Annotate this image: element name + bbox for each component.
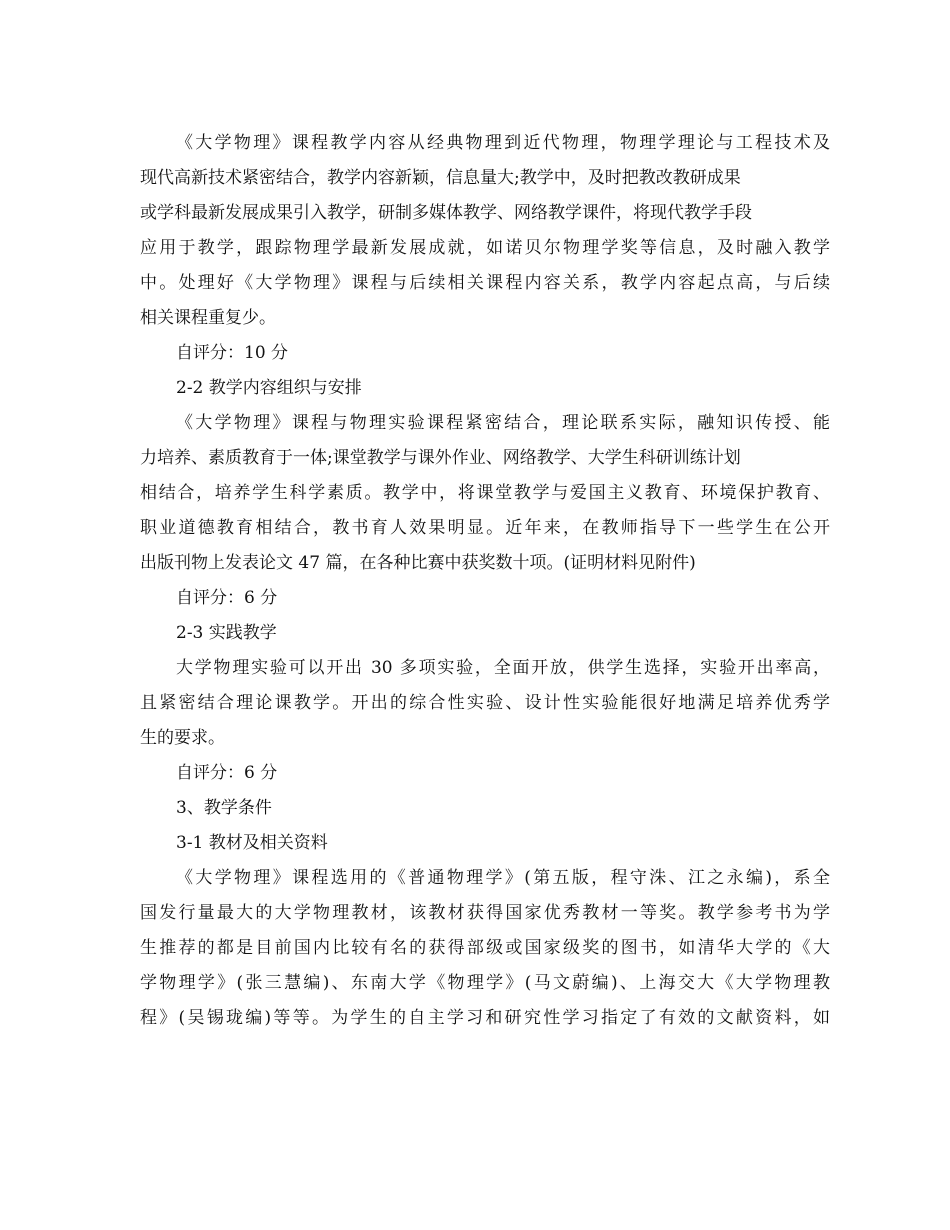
text-line: 2-2 教学内容组织与安排: [176, 378, 362, 398]
text-line: 应用于教学，跟踪物理学最新发展成就，如诺贝尔物理学奖等信息，及时融入教学: [140, 238, 830, 258]
text-line: 程》(吴锡珑编)等等。为学生的自主学习和研究性学习指定了有效的文献资料，如: [140, 1008, 830, 1028]
text-line: 力培养、素质教育于一体;课堂教学与课外作业、网络教学、大学生科研训练计划: [140, 448, 741, 468]
text-line: 3-1 教材及相关资料: [176, 833, 328, 853]
text-line: 出版刊物上发表论文 47 篇，在各种比赛中获奖数十项。(证明材料见附件): [140, 553, 696, 573]
text-line: 或学科最新发展成果引入教学，研制多媒体教学、网络教学课件，将现代教学手段: [140, 203, 752, 223]
text-line: 自评分：6 分: [176, 763, 278, 783]
text-line: 中。处理好《大学物理》课程与后续相关课程内容关系，教学内容起点高，与后续: [140, 273, 830, 293]
document-body: [140, 126, 830, 1036]
text-line: 生的要求。: [140, 728, 225, 748]
text-line: 《大学物理》课程与物理实验课程紧密结合，理论联系实际，融知识传授、能: [176, 413, 830, 433]
text-line: 3、教学条件: [176, 798, 272, 818]
text-line: 学物理学》(张三慧编)、东南大学《物理学》(马文蔚编)、上海交大《大学物理教: [140, 973, 830, 993]
text-line: 《大学物理》课程教学内容从经典物理到近代物理，物理学理论与工程技术及: [176, 133, 830, 153]
text-line: 生推荐的都是目前国内比较有名的获得部级或国家级奖的图书，如清华大学的《大: [140, 938, 830, 958]
text-line: 相结合，培养学生科学素质。教学中，将课堂教学与爱国主义教育、环境保护教育、: [140, 483, 830, 503]
text-line: 自评分：10 分: [176, 343, 289, 363]
text-line: 大学物理实验可以开出 30 多项实验，全面开放，供学生选择，实验开出率高，: [176, 658, 830, 678]
text-line: 现代高新技术紧密结合，教学内容新颖，信息量大;教学中，及时把教改教研成果: [140, 168, 741, 188]
text-line: 相关课程重复少。: [140, 308, 276, 328]
text-line: 且紧密结合理论课教学。开出的综合性实验、设计性实验能很好地满足培养优秀学: [140, 693, 830, 713]
text-line: 2-3 实践教学: [176, 623, 277, 643]
text-line: 自评分：6 分: [176, 588, 278, 608]
text-line: 国发行量最大的大学物理教材，该教材获得国家优秀教材一等奖。教学参考书为学: [140, 903, 830, 923]
text-line: 《大学物理》课程选用的《普通物理学》(第五版，程守洙、江之永编)，系全: [176, 868, 830, 888]
text-line: 职业道德教育相结合，教书育人效果明显。近年来，在教师指导下一些学生在公开: [140, 518, 830, 538]
